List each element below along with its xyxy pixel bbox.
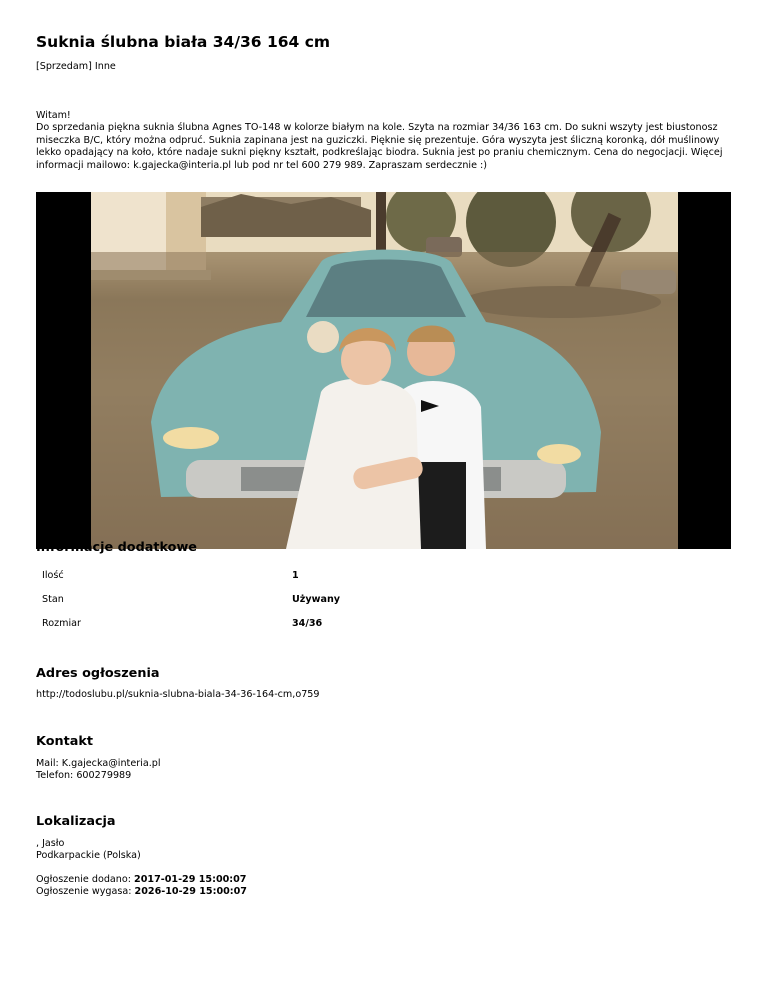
location-region: Podkarpackie (Polska)	[36, 850, 141, 861]
attr-value-quantity: 1	[292, 569, 299, 581]
listing-url[interactable]: http://todoslubu.pl/suknia-slubna-biala-34-36-164-cm,o759	[36, 689, 320, 700]
extra-info-heading: Informacje dodatkowe	[36, 540, 197, 555]
date-added-line	[36, 874, 246, 886]
attr-value-size: 34/36	[292, 617, 323, 629]
date-added-value: 2017-01-29 15:00:07	[134, 874, 247, 885]
attr-label-size: Rozmiar	[42, 617, 81, 629]
attr-label-condition: Stan	[42, 593, 64, 605]
location-city: , Jasło	[36, 838, 65, 849]
contact-heading: Kontakt	[36, 734, 93, 749]
contact-phone-line	[36, 770, 131, 782]
date-expires-label: Ogłoszenie wygasa:	[36, 886, 132, 897]
mail-label: Mail:	[36, 758, 59, 769]
listing-photo[interactable]	[36, 192, 731, 549]
date-expires-line	[36, 886, 247, 898]
listing-description: Witam! Do sprzedania piękna suknia ślubna Agnes TO-148 w kolorze białym na kole. Szyta na rozmiar 34/36 163 cm. Do sukni wszyty jest biustonosz miseczka B/C, który można odpruć. Suknia zapinana jest na guziczki. Pięknie się prezentuje. Góra wyszyta jest śliczną koronką, dół muślinowy lekko opadający na koło, które nadaje sukni piękny kształt, podkreślając biodra. Suknia jest po praniu chemicznym. Cena do negocjacji. Więcej informacji mailowo: k.gajecka@interia.pl lub pod nr tel 600 279 989. Zapraszam serdecznie :)	[36, 110, 723, 171]
table-row	[36, 611, 340, 635]
phone-label: Telefon:	[36, 770, 74, 781]
address-heading: Adres ogłoszenia	[36, 666, 160, 681]
date-expires-value: 2026-10-29 15:00:07	[134, 886, 247, 897]
location-heading: Lokalizacja	[36, 814, 116, 829]
attr-label-quantity: Ilość	[42, 569, 64, 581]
listing-title: Suknia ślubna biała 34/36 164 cm	[36, 33, 331, 51]
mail-link[interactable]: K.gajecka@interia.pl	[61, 758, 161, 769]
phone-number[interactable]: 600279989	[76, 770, 132, 781]
listing-category: [Sprzedam] Inne	[36, 61, 116, 72]
attr-value-condition: Używany	[292, 593, 341, 605]
date-added-label: Ogłoszenie dodano:	[36, 874, 131, 885]
table-row	[36, 563, 340, 587]
table-row	[36, 587, 340, 611]
contact-mail-line	[36, 758, 161, 770]
wedding-couple-car-illustration	[91, 192, 678, 549]
extra-info-table	[36, 563, 340, 635]
wedding-photo-scene	[91, 192, 678, 549]
